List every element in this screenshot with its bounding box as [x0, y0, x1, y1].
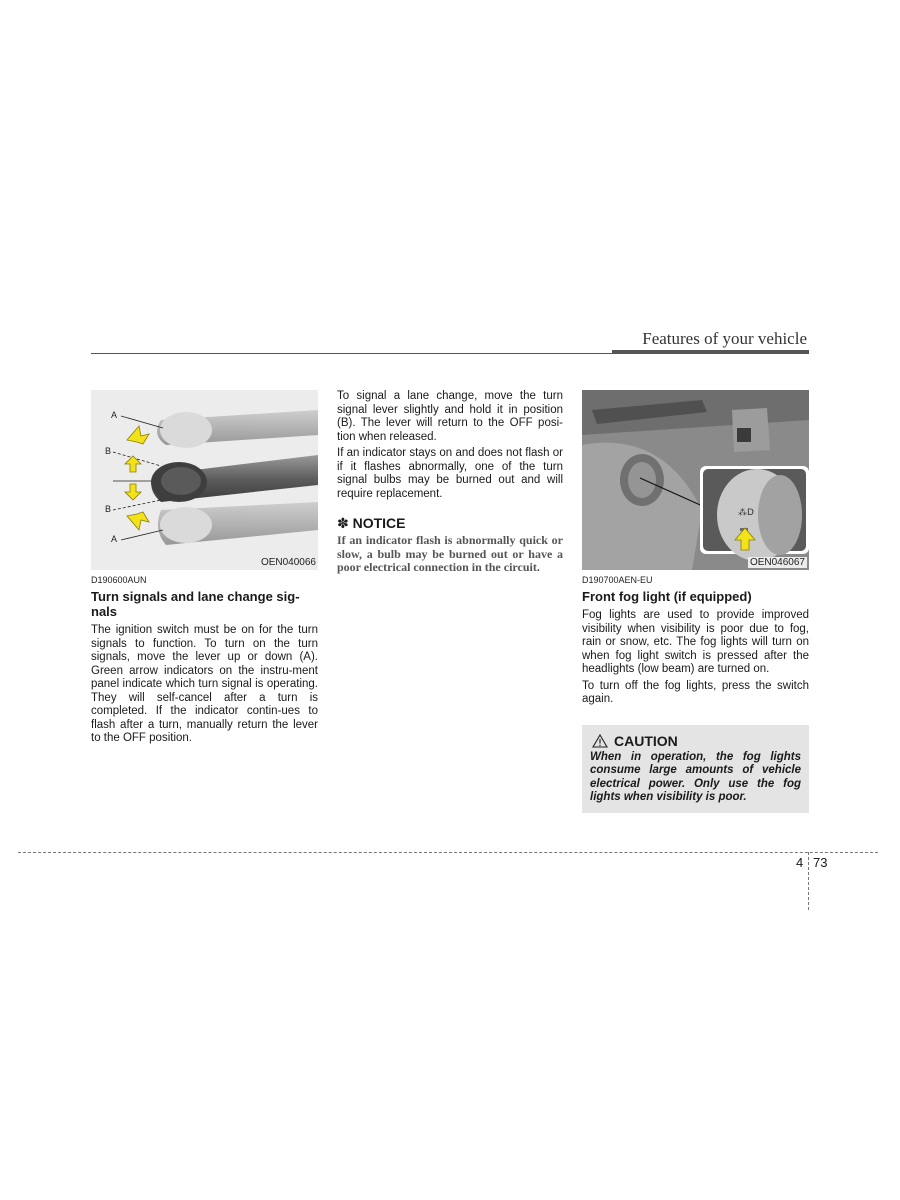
- notice-text: If an indicator flash is abnormally quick or slow, a bulb may be burned out or have a poor electrical connection in the circuit.: [337, 533, 563, 574]
- page-number: 73: [813, 855, 828, 870]
- column-middle: [337, 390, 563, 575]
- caution-title: CAUTION: [614, 732, 678, 749]
- label-b-bottom: B: [105, 504, 112, 514]
- footer-rule: [18, 852, 878, 853]
- label-b-top: B: [105, 446, 112, 456]
- label-a-top: A: [111, 410, 118, 420]
- fog-symbol-icon: ⁂D: [738, 508, 754, 518]
- fog-light-switch-figure: [582, 390, 809, 570]
- chapter-number: 4: [796, 855, 804, 870]
- caution-box: [582, 725, 809, 813]
- notice-title: ✽ NOTICE: [337, 515, 406, 531]
- indicator-paragraph: If an indicator stays on and does not flash or if it flashes abnormally, one of the turn signal bulbs may be burned out and will require replacement.: [337, 447, 563, 500]
- section-code: D190700AEN-EU: [582, 575, 653, 585]
- warning-triangle-icon: [592, 734, 608, 748]
- inset-zoom: [700, 466, 809, 561]
- fog-off-paragraph: To turn off the fog lights, press the switch again.: [582, 679, 809, 705]
- header-rule-thick: [612, 350, 809, 354]
- figure-code: OEN046067: [749, 557, 805, 568]
- lever-center: [151, 455, 318, 502]
- body-paragraph: The ignition switch must be on for the turn signals to function. To turn on the turn signals, move the lever up or down (A). Green arrow indicators on the instru-ment panel indicate which turn signal is operating. They will self-cancel after a turn is completed. If the indicator contin-ues to flash after a turn, manually return the lever to the OFF position.: [91, 624, 318, 744]
- turn-signal-lever-illustration: [91, 390, 318, 570]
- column-left: [91, 390, 318, 749]
- fog-light-switch-illustration: [582, 390, 809, 570]
- section-heading: Turn signals and lane change sig-nals: [91, 589, 300, 619]
- section-heading: Front fog light (if equipped): [582, 589, 752, 604]
- column-right: [582, 390, 809, 813]
- lane-change-paragraph: To signal a lane change, move the turn signal lever slightly and hold it in position (B). The lever will return to the OFF posi-tion when released.: [337, 390, 563, 443]
- section-code: D190600AUN: [91, 575, 147, 585]
- lever-down-ghost: [158, 502, 318, 545]
- caution-header: [592, 733, 801, 749]
- footer-vertical-rule: [808, 852, 809, 910]
- lever-up-ghost: [157, 410, 318, 448]
- fog-light-paragraph: Fog lights are used to provide improved visibility when visibility is poor due to fog, rain or snow, etc. The fog lights will turn on when fog light switch is pressed after the headlights (low beam) are turned on.: [582, 609, 809, 675]
- arrow-up-icon: [125, 426, 149, 472]
- figure-code: OEN040066: [260, 557, 316, 568]
- label-a-bottom: A: [111, 534, 118, 544]
- caution-text: When in operation, the fog lights consume large amounts of vehicle electrical power. Only use the fog lights when visibility is poor.: [590, 750, 801, 803]
- header-title: Features of your vehicle: [642, 329, 807, 348]
- turn-signal-lever-figure: [91, 390, 318, 570]
